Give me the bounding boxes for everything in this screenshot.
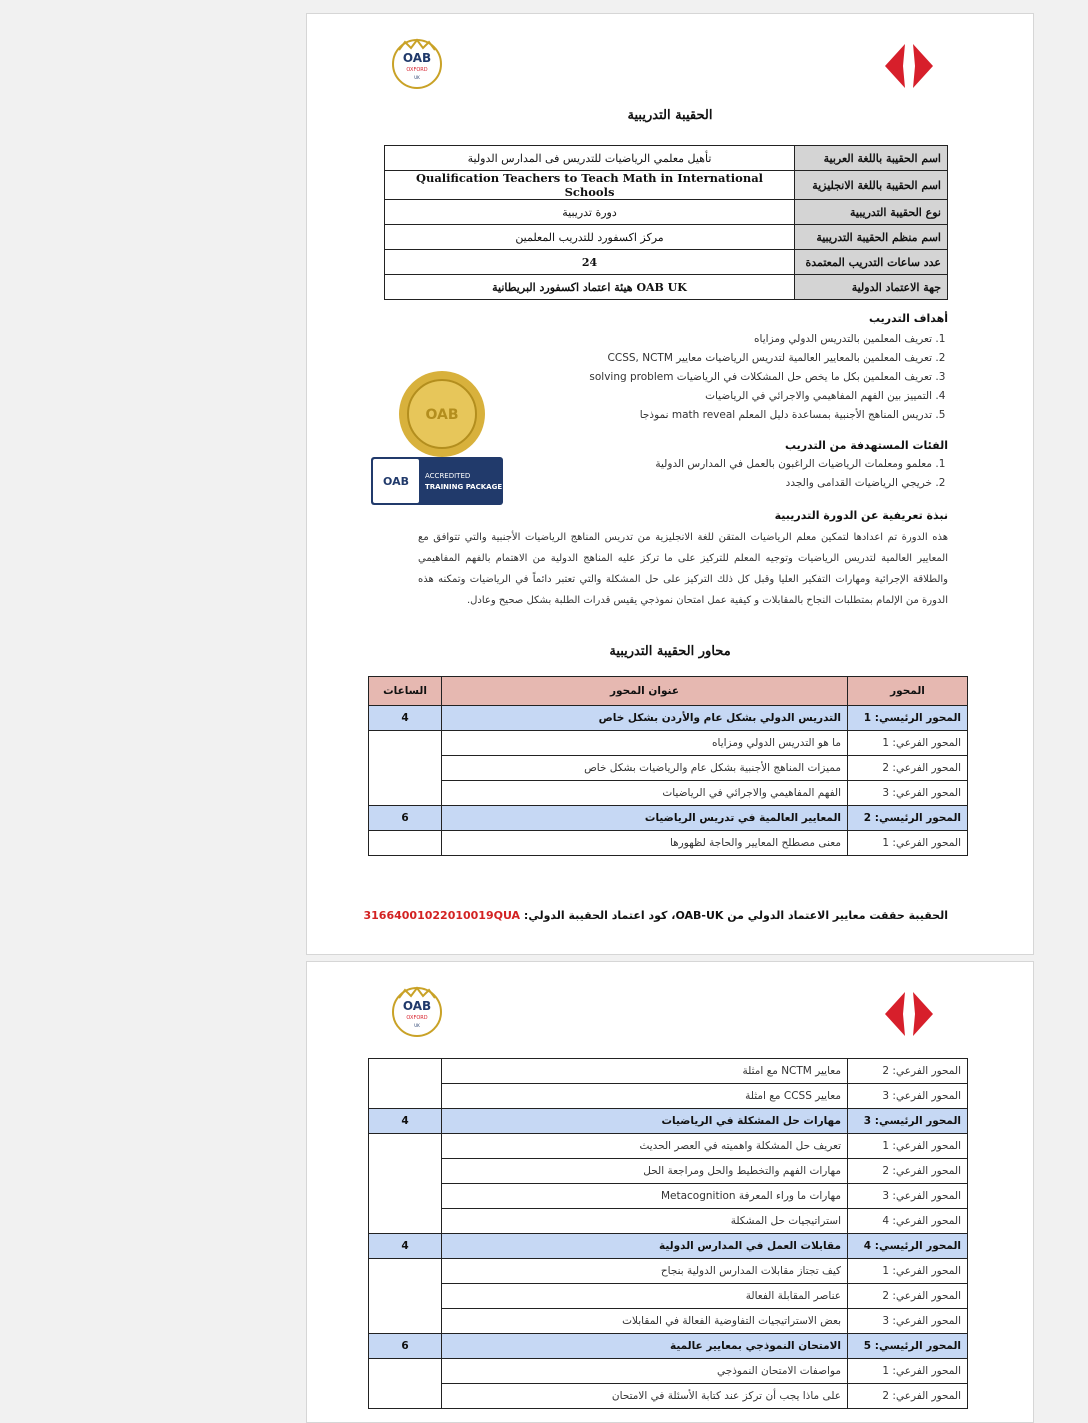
axis-cell: المحور الفرعي: 1 (848, 1259, 968, 1284)
hours-cell: 6 (369, 1334, 442, 1359)
axis-cell: المحور الفرعي: 3 (848, 781, 968, 806)
axis-title-cell: المعايير العالمية في تدريس الرياضيات (442, 806, 848, 831)
accreditation-note (364, 909, 949, 922)
info-value: مركز اكسفورد للتدريب المعلمين (385, 225, 795, 250)
hours-cell: 4 (369, 1234, 442, 1259)
hours-cell (369, 731, 442, 806)
info-row (385, 171, 948, 200)
accreditation-text: الحقيبة حققت معايير الاعتماد الدولي من OAB-UK، كود اعتماد الحقيبة الدولي: (523, 909, 948, 922)
axis-cell: المحور الفرعي: 3 (848, 1084, 968, 1109)
axis-cell: المحور الفرعي: 1 (848, 1359, 968, 1384)
axis-cell: المحور الفرعي: 2 (848, 1159, 968, 1184)
info-label: نوع الحقيبة التدريبية (795, 200, 948, 225)
sub-axis-row (369, 1284, 968, 1309)
axis-cell: المحور الرئيسي: 4 (848, 1234, 968, 1259)
oab-oxford-logo (387, 36, 447, 92)
svg-text:TRAINING PACKAGE: TRAINING PACKAGE (425, 483, 503, 491)
sub-axis-row (369, 756, 968, 781)
info-row (385, 225, 948, 250)
hours-cell (369, 1359, 442, 1409)
table-header-row (369, 677, 968, 706)
svg-text:ACCREDITED: ACCREDITED (425, 472, 471, 480)
target-heading: الفئات المستهدفة من التدريب (785, 439, 948, 452)
document-page-1 (306, 13, 1034, 955)
axis-cell: المحور الفرعي: 2 (848, 756, 968, 781)
svg-text:OXFORD: OXFORD (406, 1015, 428, 1021)
axis-cell: المحور الفرعي: 1 (848, 831, 968, 856)
sub-axis-row (369, 1184, 968, 1209)
axis-cell: المحور الفرعي: 3 (848, 1184, 968, 1209)
axis-title-cell: معايير CCSS مع امثلة (442, 1084, 848, 1109)
axis-title-cell: الفهم المفاهيمي والاجرائي في الرياضيات (442, 781, 848, 806)
document-title: الحقيبة التدريبية (627, 108, 713, 123)
axis-title-cell: بعض الاستراتيجيات التفاوضية الفعالة في المقابلات (442, 1309, 848, 1334)
info-value: دورة تدريبية (385, 200, 795, 225)
oab-oxford-logo (387, 984, 447, 1040)
svg-text:OAB: OAB (402, 51, 432, 65)
list-item: 1. تعريف المعلمين بالتدريس الدولي ومزاياه (589, 330, 932, 349)
target-list (655, 455, 948, 493)
main-axis-row (369, 1334, 968, 1359)
svg-text:UK: UK (414, 1023, 420, 1028)
axis-title-cell: استراتيجيات حل المشكلة (442, 1209, 848, 1234)
sub-axis-row (369, 1209, 968, 1234)
info-value: 24 (385, 250, 795, 275)
axis-title-cell: معايير NCTM مع امثلة (442, 1059, 848, 1084)
column-header-title: عنوان المحور (442, 677, 848, 706)
main-axis-row (369, 706, 968, 731)
axis-title-cell: مهارات حل المشكلة في الرياضيات (442, 1109, 848, 1134)
info-label: عدد ساعات التدريب المعتمدة (795, 250, 948, 275)
main-axis-row (369, 1234, 968, 1259)
sub-axis-row (369, 1084, 968, 1109)
column-header-axis: المحور (848, 677, 968, 706)
sub-axis-row (369, 1359, 968, 1384)
axis-cell: المحور الرئيسي: 1 (848, 706, 968, 731)
svg-text:OXFORD: OXFORD (406, 67, 428, 73)
goals-heading: أهداف التدريب (869, 312, 948, 325)
list-item: 1. معلمو ومعلمات الرياضيات الراغبون بالعمل في المدارس الدولية (655, 455, 932, 474)
red-brand-logo (879, 38, 939, 94)
sub-axis-row (369, 1159, 968, 1184)
list-item: 2. خريجي الرياضيات القدامى والجدد (655, 474, 932, 493)
accredited-training-package-badge (371, 457, 503, 505)
list-item: 3. تعريف المعلمين بكل ما يخص حل المشكلات في الرياضيات solving problem (589, 368, 932, 387)
axis-cell: المحور الفرعي: 1 (848, 1134, 968, 1159)
list-item: 5. تدريس المناهج الأجنبية بمساعدة دليل المعلم math reveal نموذجا (589, 406, 932, 425)
axes-table-continued (368, 1058, 968, 1409)
axis-cell: المحور الفرعي: 1 (848, 731, 968, 756)
sub-axis-row (369, 1259, 968, 1284)
intro-heading: نبذة تعريفية عن الدورة التدريبية (774, 509, 948, 522)
axis-title-cell: مهارات ما وراء المعرفة Metacognition (442, 1184, 848, 1209)
list-item: 4. التمييز بين الفهم المفاهيمي والاجرائي في الرياضيات (589, 387, 932, 406)
axis-title-cell: عناصر المقابلة الفعالة (442, 1284, 848, 1309)
accreditation-code: 31664001022010019QUA (363, 909, 521, 922)
sub-axis-row (369, 1134, 968, 1159)
axis-title-cell: ما هو التدريس الدولي ومزاياه (442, 731, 848, 756)
axis-cell: المحور الرئيسي: 3 (848, 1109, 968, 1134)
axis-cell: المحور الفرعي: 4 (848, 1209, 968, 1234)
hours-cell (369, 1134, 442, 1234)
gold-seal-icon (397, 369, 487, 459)
main-axis-row (369, 806, 968, 831)
hours-cell: 4 (369, 1109, 442, 1134)
main-axis-row (369, 1109, 968, 1134)
axis-title-cell: مقابلات العمل في المدارس الدولية (442, 1234, 848, 1259)
axis-title-cell: مميزات المناهج الأجنبية بشكل عام والرياضيات بشكل خاص (442, 756, 848, 781)
hours-cell (369, 831, 442, 856)
list-item: 2. تعريف المعلمين بالمعايير العالمية لتدريس الرياضيات معايير CCSS, NCTM (589, 349, 932, 368)
info-label: اسم منظم الحقيبة التدريبية (795, 225, 948, 250)
column-header-hours: الساعات (369, 677, 442, 706)
info-label: جهة الاعتماد الدولية (795, 275, 948, 300)
info-row (385, 200, 948, 225)
svg-text:OAB: OAB (383, 475, 409, 488)
axis-title-cell: مهارات الفهم والتخطيط والحل ومراجعة الحل (442, 1159, 848, 1184)
info-value: Qualification Teachers to Teach Math in International Schools (385, 171, 795, 200)
sub-axis-row (369, 781, 968, 806)
info-row (385, 275, 948, 300)
axis-cell: المحور الفرعي: 2 (848, 1384, 968, 1409)
svg-text:OAB: OAB (425, 407, 459, 423)
axis-title-cell: الامتحان النموذجي بمعايير عالمية (442, 1334, 848, 1359)
info-row (385, 146, 948, 171)
package-info-table (384, 145, 948, 300)
sub-axis-row (369, 1384, 968, 1409)
axis-title-cell: التدريس الدولي بشكل عام والأردن بشكل خاص (442, 706, 848, 731)
info-label: اسم الحقيبة باللغة العربية (795, 146, 948, 171)
axis-title-cell: معنى مصطلح المعايير والحاجة لظهورها (442, 831, 848, 856)
info-value: هيئة اعتماد اكسفورد البريطانية OAB UK (385, 275, 795, 300)
hours-cell: 4 (369, 706, 442, 731)
info-value: تأهيل معلمي الرياضيات للتدريس فى المدارس الدولية (385, 146, 795, 171)
info-row (385, 250, 948, 275)
axis-title-cell: على ماذا يجب أن تركز عند كتابة الأسئلة في الامتحان (442, 1384, 848, 1409)
axis-cell: المحور الرئيسي: 2 (848, 806, 968, 831)
sub-axis-row (369, 1309, 968, 1334)
sub-axis-row (369, 1059, 968, 1084)
axis-title-cell: مواصفات الامتحان النموذجي (442, 1359, 848, 1384)
axis-cell: المحور الفرعي: 2 (848, 1059, 968, 1084)
axis-title-cell: كيف تجتاز مقابلات المدارس الدولية بنجاح (442, 1259, 848, 1284)
hours-cell (369, 1059, 442, 1109)
svg-text:UK: UK (414, 75, 420, 80)
red-brand-logo (879, 986, 939, 1042)
axis-cell: المحور الفرعي: 2 (848, 1284, 968, 1309)
intro-paragraph: هذه الدورة تم اعدادها لتمكين معلم الرياضيات المتقن للغة الانجليزية من تدريس المناهج الرياضيات الأجنبية والتي تتوافق مع المعايير العالمية لتدريس الرياضيات وتوجيه المعلم للتركيز على ما تركز عليه المناهج الدولية من الاهتمام بالفهم المفاهيمي والطلاقة الإجرائية ومهارات التفكير العليا وقبل كل ذلك التركيز على حل المشكلة والتي تعتبر دائماً في الرياضيات وتمكنه هذه الدورة من الإلمام بمتطلبات النجاح بالمقابلات و كيفية عمل امتحان نموذجي يقيس قدرات الطلبة بشكل صحيح وعادل. (418, 532, 948, 606)
goals-list (589, 330, 948, 425)
axes-table (368, 676, 968, 856)
document-page-2 (306, 961, 1034, 1423)
sub-axis-row (369, 831, 968, 856)
axis-cell: المحور الفرعي: 3 (848, 1309, 968, 1334)
axes-title: محاور الحقيبة التدريبية (609, 644, 731, 659)
info-label: اسم الحقيبة باللغة الانجليزية (795, 171, 948, 200)
sub-axis-row (369, 731, 968, 756)
axis-cell: المحور الرئيسي: 5 (848, 1334, 968, 1359)
hours-cell (369, 1259, 442, 1334)
svg-text:OAB: OAB (402, 999, 432, 1013)
hours-cell: 6 (369, 806, 442, 831)
axis-title-cell: تعريف حل المشكلة واهميته في العصر الحديث (442, 1134, 848, 1159)
